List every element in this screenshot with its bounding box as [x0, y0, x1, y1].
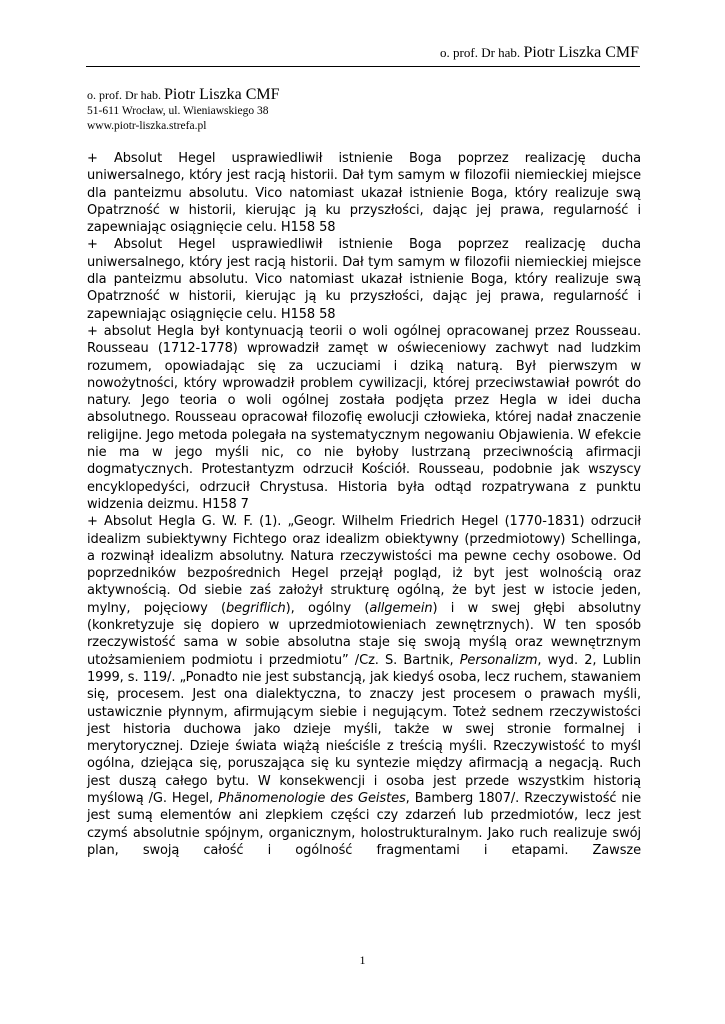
paragraph-4-text-2: ), ogólny ( [285, 600, 370, 616]
document-body [87, 150, 641, 859]
paragraph-2: + Absolut Hegel usprawiedliwił istnienie Boga poprzez realizację ducha uniwersalnego, który jest racją historii. Dał tym samym w filozofii niemieckiej miejsce dla panteizmu absolutu. Vico natomiast ukazał istnienie Boga, który realizuje swą Opatrzność w historii, kierując ją ku przyszłości, dając jej prawa, regularność i zapewniając osiągnięcie celu. H158 58 [87, 237, 641, 322]
book-title-phanomenologie: Phänomenologie des Geistes [218, 790, 406, 806]
author-block [87, 86, 280, 134]
author-prefix: o. prof. Dr hab. [87, 88, 161, 102]
paragraph-4-text-1: + Absolut Hegla G. W. F. (1). „Geogr. Wilhelm Friedrich Hegel (1770-1831) odrzucił idealizm subiektywny Fichtego oraz idealizm obiektywny (przedmiotowy) Schellinga, a rozwinął idealizm absolutny. Natura rzeczywistości ma pewne cechy osobowe. Od poprzedników bezpośrednich Hegel przejął pogląd, iż byt jest wolnością oraz aktywnością. Od siebie zaś założył strukturę ogólną, że byt jest w istocie jeden, mylny, pojęciowy ( [87, 514, 641, 616]
paragraph-1: + Absolut Hegel usprawiedliwił istnienie Boga poprzez realizację ducha uniwersalnego, który jest racją historii. Dał tym samym w filozofii niemieckiej miejsce dla panteizmu absolutu. Vico natomiast ukazał istnienie Boga, który realizuje swą Opatrzność w historii, kierując ją ku przyszłości, dając jej prawa, regularność i zapewniając osiągnięcie celu. H158 58 [87, 151, 641, 236]
author-name: Piotr Liszka CMF [163, 86, 280, 103]
header-rule [86, 66, 640, 67]
paragraph-4 [87, 513, 641, 859]
paragraph-3: + absolut Hegla był kontynuacją teorii o woli ogólnej opracowanej przez Rousseau. Rousseau (1712-1778) wprowadził zamęt w oświeceniowy zachwyt nad ludzkim rozumem, opowiadając się za uczuciami i dziką naturą. Był pierwszym w nowożytności, który wprowadził problem cywilizacji, której przeciwstawiał powrót do natury. Jego teoria o woli ogólnej została podjęta przez Hegla w idei ducha absolutnego. Rousseau opracował filozofię ewolucji człowieka, której nadał znaczenie religijne. Jego metoda polegała na systematycznym negowaniu Objawienia. W efekcie nie ma w jego myśli nic, co nie byłoby lustrzaną przeciwnością afirmacji dogmatycznych. Protestantyzm odrzucił Kościół. Rousseau, podobnie jak wszyscy encyklopedyści, odrzucił Chrystusa. Historia była odtąd rozpatrywana z punktu widzenia deizmu. H158 7 [87, 323, 641, 512]
paragraph-4-text-3: ) i w swej głębi absolutny (konkretyzuje się dopiero w uprzedmiotowieniach zewnętrznych). W ten sposób rzeczywistość sama w sobie absolutna staje się swoją myślą oraz wewnętrznym utożsamieniem podmiotu i przedmiotu” /Cz. S. Bartnik, [87, 600, 641, 668]
term-allgemein: allgemein [369, 600, 433, 616]
page-number: 1 [359, 953, 366, 967]
paragraph-4-text-4: , wyd. 2, Lublin 1999, s. 119/. „Ponadto nie jest substancją, jak kiedyś osoba, lecz ruchem, stawaniem się, procesem. Jest ona dialektyczna, to znaczy jest procesem o prawach myśli, ustawicznie płynnym, afirmującym siebie i negującym. Toteż sednem rzeczywistości jest historia duchowa jako dzieje myśli, także w swej stronie formalnej i merytorycznej. Dzieje świata wiążą nieściśle z treścią myśli. Rzeczywistość to myśl ogólna, dziejąca się, poruszająca się ku syntezie między afirmacją a negacją. Ruch jest duszą całego bytu. W konsekwencji i osoba jest przede wszystkim historią myślową /G. Hegel, [87, 652, 641, 806]
running-header-name: Piotr Liszka CMF [523, 44, 639, 61]
running-header-prefix: o. prof. Dr hab. [440, 45, 521, 60]
author-address: 51-611 Wrocław, ul. Wieniawskiego 38 [87, 105, 269, 117]
book-title-personalizm: Personalizm [459, 652, 538, 668]
author-website: www.piotr-liszka.strefa.pl [87, 120, 207, 132]
paragraph-4-text-5: , Bamberg 1807/. Rzeczywistość nie jest sumą elementów ani zlepkiem części czy zdarzeń lub przedmiotów, lecz jest czymś absolutnie spójnym, organicznym, holostrukturalnym. Jako ruch realizuje swój plan, swoją całość i ogólność fragmentami i etapami. Zawsze [87, 790, 641, 858]
running-header [440, 44, 639, 62]
author-name-line [87, 86, 280, 104]
term-begriflich: begriflich [226, 600, 286, 616]
